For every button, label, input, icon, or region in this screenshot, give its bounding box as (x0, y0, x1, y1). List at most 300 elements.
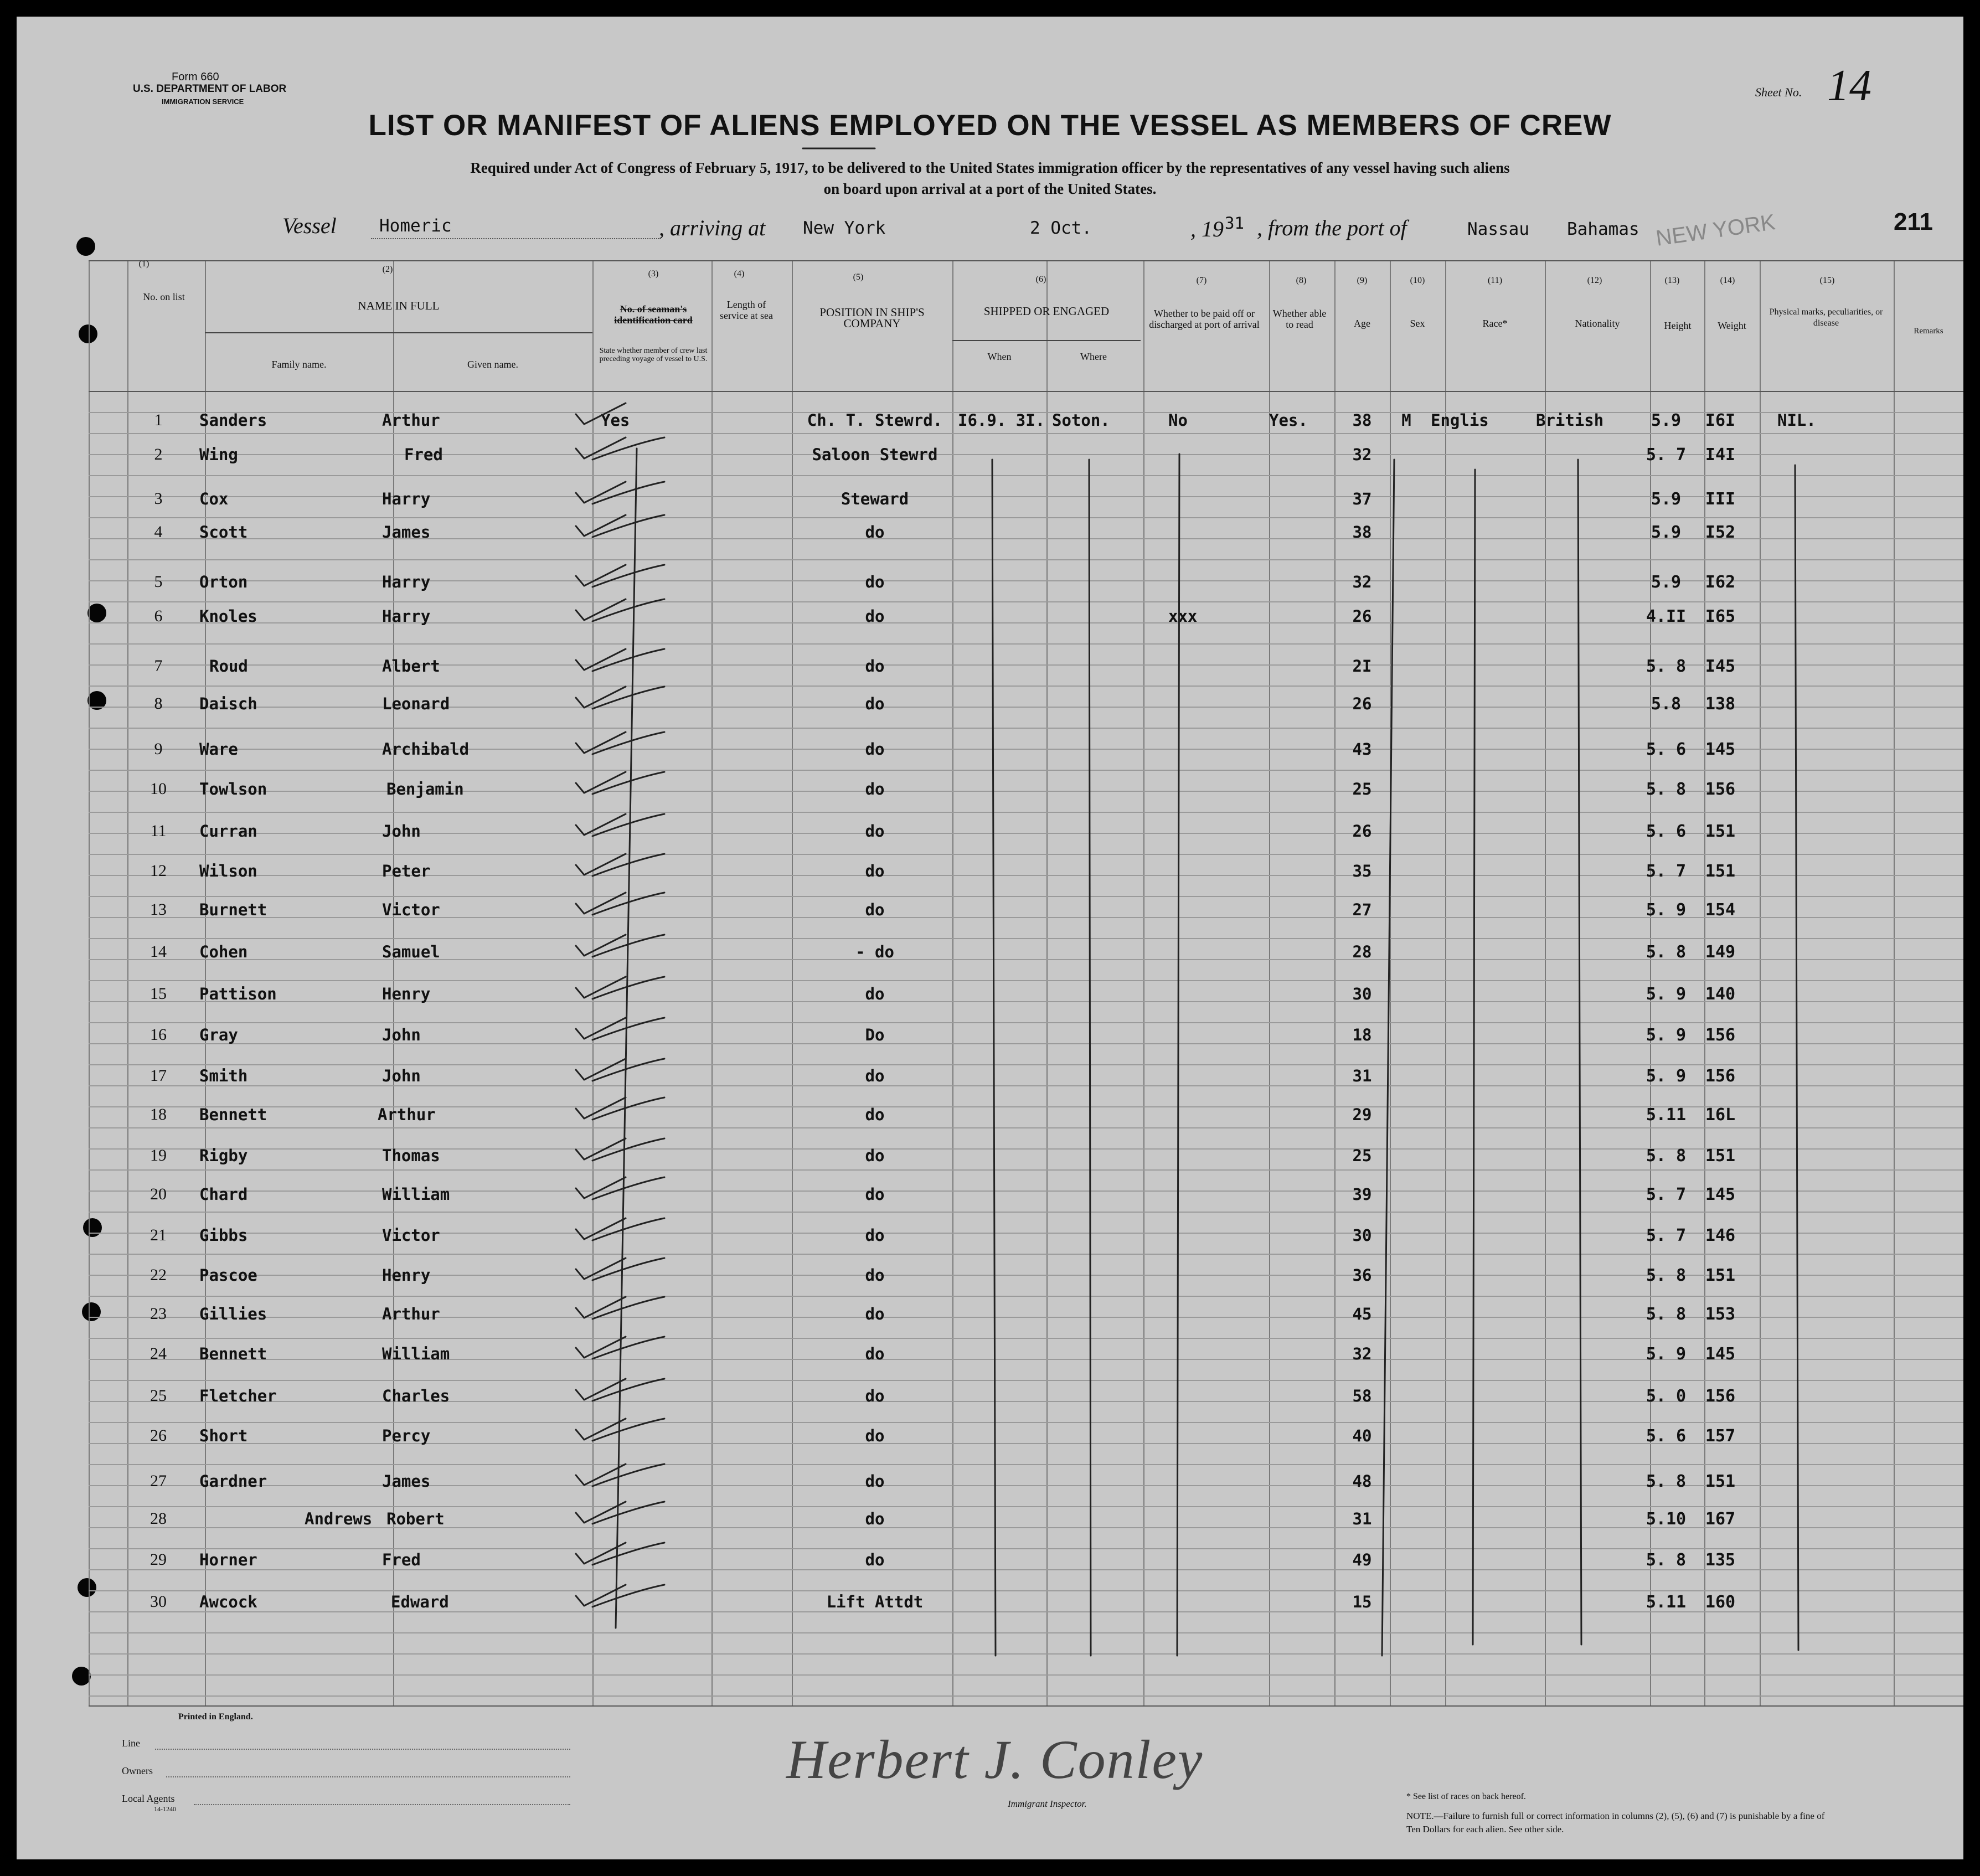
cell-no: 15 (150, 985, 167, 1003)
printed-note: Printed in England. (178, 1712, 253, 1722)
cell-given: Harry (382, 607, 431, 626)
header-paid-off: Whether to be paid off or discharged at port of arrival (1149, 308, 1260, 330)
check-mark (576, 1379, 626, 1400)
ruling-line (89, 1506, 1963, 1507)
ditto-line (1177, 454, 1179, 1656)
cell-age: 30 (1352, 985, 1372, 1003)
cell-height: 5. 8 (1646, 1305, 1687, 1324)
cell-family: Towlson (199, 780, 267, 798)
cell-given: Henry (382, 985, 431, 1003)
cell-family: Andrews (305, 1509, 373, 1528)
fine-note: NOTE.—Failure to furnish full or correct information in columns (2), (5), (6) and (7) is punishable by a fine of Ten Dollars for each alien. See other side. (1406, 1811, 1825, 1834)
name-divider (205, 332, 592, 333)
cell-given: John (382, 822, 421, 841)
cell-family: Pattison (199, 985, 277, 1003)
header-nationality: Nationality (1575, 318, 1620, 329)
cell-weight: 167 (1705, 1509, 1736, 1529)
cell-given: Samuel (382, 942, 440, 961)
grid-hline (89, 1705, 1963, 1707)
cell-given: Fred (382, 1550, 421, 1569)
vessel-label: Vessel (282, 213, 337, 238)
cell-family: Burnett (199, 900, 267, 919)
cell-no: 9 (154, 740, 163, 758)
cell-age: 32 (1352, 1344, 1372, 1363)
cell-no: 25 (150, 1387, 167, 1405)
cell-no: 18 (150, 1105, 167, 1123)
manifest-sheet (17, 17, 1963, 1859)
cell-height: 5. 7 (1646, 445, 1687, 465)
cell-given: John (382, 1025, 421, 1044)
cell-weight: 157 (1705, 1426, 1736, 1446)
cell-family: Gardner (199, 1472, 267, 1491)
cell-height: 5. 9 (1646, 1344, 1687, 1364)
check-tick (592, 1059, 664, 1081)
grid-vline (89, 260, 90, 1705)
cell-family: Curran (199, 822, 257, 841)
check-mark (576, 814, 626, 835)
cell-age: 15 (1352, 1592, 1372, 1611)
ditto-line (992, 460, 996, 1656)
check-tick (592, 565, 664, 587)
cell-sex: M (1401, 411, 1411, 430)
cell-weight: I52 (1705, 523, 1736, 542)
cell-family: Horner (199, 1550, 257, 1569)
cell-no: 2 (154, 445, 163, 463)
cell-height: 5. 8 (1646, 1472, 1687, 1491)
cell-family: Awcock (199, 1592, 257, 1611)
column-number: (11) (1487, 276, 1503, 285)
check-tick (592, 1297, 664, 1319)
cell-given: Henry (382, 1266, 431, 1285)
cell-weight: 146 (1705, 1226, 1736, 1245)
cell-position: do (865, 1146, 885, 1165)
grid-vline (1143, 260, 1144, 1705)
ruling-line (89, 643, 1963, 645)
cell-weight: 160 (1705, 1592, 1736, 1612)
punch-hole (78, 1578, 96, 1597)
cell-position: do (865, 1266, 885, 1285)
cell-family: Wing (199, 445, 238, 464)
cell-given: John (382, 1066, 421, 1085)
inspector-signature: Herbert J. Conley (786, 1729, 1204, 1790)
cell-given: William (382, 1344, 450, 1363)
cell-weight: 151 (1705, 862, 1736, 881)
form-number: Form 660 (172, 71, 219, 83)
ruling-line (89, 1212, 1963, 1213)
cell-age: 58 (1352, 1387, 1372, 1405)
cell-given: Thomas (382, 1146, 440, 1165)
cell-height: 5.9 (1651, 489, 1682, 509)
cell-weight: 151 (1705, 1266, 1736, 1285)
check-tick (592, 1585, 664, 1607)
punch-hole (76, 237, 95, 256)
cell-position: do (865, 1344, 885, 1363)
line-field (155, 1749, 570, 1750)
punch-hole (83, 1218, 102, 1237)
cell-family: Short (199, 1426, 248, 1445)
cell-family: Gibbs (199, 1226, 248, 1245)
cell-age: 26 (1352, 694, 1372, 713)
cell-read: Yes. (1269, 411, 1308, 430)
cell-no: 1 (154, 411, 163, 429)
header-height: Height (1664, 320, 1692, 331)
cell-no: 7 (154, 657, 163, 675)
cell-position: do (865, 822, 885, 841)
check-mark (576, 1218, 626, 1239)
grid-vline (1760, 260, 1761, 1705)
cell-family: Smith (199, 1066, 248, 1085)
cell-weight: 16L (1705, 1105, 1736, 1125)
check-mark (576, 1097, 626, 1119)
cell-height: 5. 7 (1646, 1185, 1687, 1204)
cell-given: Percy (382, 1426, 431, 1445)
column-number: (9) (1357, 276, 1368, 285)
cell-weight: 151 (1705, 1472, 1736, 1491)
cell-age: 25 (1352, 1146, 1372, 1165)
ditto-line (1089, 460, 1091, 1656)
cell-age: 38 (1352, 411, 1372, 430)
column-number: (7) (1196, 276, 1207, 285)
header-id-card-note: State whether member of crew last preceding voyage of vessel to U.S. (599, 347, 708, 363)
check-tick (592, 1337, 664, 1359)
ruling-line (89, 1548, 1963, 1549)
check-tick (592, 1543, 664, 1565)
grid-vline (1545, 260, 1546, 1705)
cell-no: 23 (150, 1305, 167, 1323)
cell-family: Knoles (199, 607, 257, 626)
check-mark (576, 1464, 626, 1485)
cell-no: 17 (150, 1066, 167, 1085)
cell-no: 12 (150, 862, 167, 880)
check-mark (576, 482, 626, 503)
cell-position: Ch. T. Stewrd. (807, 411, 943, 430)
inspector-label: Immigrant Inspector. (1008, 1798, 1087, 1809)
ditto-line (616, 449, 637, 1628)
cell-height: 5. 7 (1646, 862, 1687, 881)
cell-given: Victor (382, 1226, 440, 1245)
shipped-divider (952, 340, 1141, 341)
cell-weight: 156 (1705, 1025, 1736, 1045)
cell-height: 5. 6 (1646, 740, 1687, 759)
cell-height: 5. 9 (1646, 1025, 1687, 1045)
cell-family: Wilson (199, 862, 257, 880)
cell-given: Arthur (382, 411, 440, 430)
check-tick (592, 1218, 664, 1240)
cell-height: 5. 6 (1646, 822, 1687, 841)
punch-hole (72, 1667, 91, 1686)
cell-age: 49 (1352, 1550, 1372, 1569)
check-tick (592, 1258, 664, 1280)
header-physical: Physical marks, peculiarities, or disease (1769, 307, 1883, 328)
column-number: (2) (382, 265, 393, 274)
agents-field (194, 1804, 570, 1805)
cell-age: 27 (1352, 900, 1372, 919)
cell-weight: 145 (1705, 1344, 1736, 1364)
cell-age: 26 (1352, 822, 1372, 841)
ruling-line (89, 1422, 1963, 1423)
cell-given: Edward (391, 1592, 449, 1611)
check-mark (576, 1018, 626, 1039)
from-port: Nassau (1467, 219, 1529, 239)
check-mark (576, 732, 626, 753)
cell-given: James (382, 1472, 431, 1491)
cell-position: do (865, 1387, 885, 1405)
races-note: * See list of races on back hereof. (1406, 1792, 1526, 1801)
cell-weight: 145 (1705, 740, 1736, 759)
cell-when: I6.9. 3I. (958, 411, 1045, 430)
cell-weight: 140 (1705, 985, 1736, 1004)
cell-given: Arthur (378, 1105, 436, 1124)
cell-age: 32 (1352, 573, 1372, 591)
check-tick (592, 437, 664, 460)
arriving-port: New York (803, 218, 886, 238)
cell-weight: I65 (1705, 607, 1736, 626)
cell-weight: 138 (1705, 694, 1736, 714)
ruling-line (89, 1590, 1963, 1591)
ruling-line (89, 728, 1963, 729)
cell-age: 40 (1352, 1426, 1372, 1445)
check-mark (576, 1297, 626, 1318)
cell-height: 5. 8 (1646, 942, 1687, 962)
cell-family: Ware (199, 740, 238, 759)
cell-position: do (865, 607, 885, 626)
cell-weight: 149 (1705, 942, 1736, 962)
grid-vline (792, 260, 793, 1705)
ruling-line (89, 1338, 1963, 1339)
ruling-line (89, 686, 1963, 687)
cell-position: do (865, 900, 885, 919)
header-no-on-list: No. on list (143, 291, 185, 302)
cell-height: 5. 9 (1646, 1066, 1687, 1086)
cell-weight: 156 (1705, 1387, 1736, 1406)
check-tick (592, 1177, 664, 1199)
cell-family: Scott (199, 523, 248, 542)
check-mark (576, 1258, 626, 1279)
from-country: Bahamas (1567, 219, 1639, 239)
cell-height: 5.9 (1651, 411, 1682, 430)
grid-vline (592, 260, 594, 1705)
ruling-line (89, 1022, 1963, 1023)
page-stamp: 211 (1894, 208, 1933, 235)
new-york-stamp: NEW YORK (1654, 210, 1777, 251)
check-mark (576, 687, 626, 708)
punch-hole (87, 604, 106, 622)
check-tick (592, 1097, 664, 1120)
cell-given: Peter (382, 862, 431, 880)
sheet-label: Sheet No. (1755, 85, 1802, 99)
cell-no: 20 (150, 1185, 167, 1203)
cell-age: 48 (1352, 1472, 1372, 1491)
cell-position: do (865, 740, 885, 759)
cell-weight: 135 (1705, 1550, 1736, 1570)
cell-position: Do (865, 1025, 885, 1044)
check-mark (576, 565, 626, 586)
column-number: (6) (1035, 275, 1046, 284)
cell-height: 5. 7 (1646, 1226, 1687, 1245)
cell-position: - do (855, 942, 894, 961)
grid-vline (1046, 260, 1048, 1705)
cell-weight: 151 (1705, 822, 1736, 841)
check-tick (592, 515, 664, 537)
cell-weight: 154 (1705, 900, 1736, 920)
header-weight: Weight (1718, 320, 1746, 331)
ruling-line (89, 1064, 1963, 1065)
cell-height: 5.10 (1646, 1509, 1687, 1529)
cell-height: 5. 8 (1646, 1266, 1687, 1285)
cell-no: 29 (150, 1550, 167, 1569)
cell-family: Gillies (199, 1305, 267, 1323)
check-mark (576, 1177, 626, 1198)
cell-prev: Yes (601, 411, 630, 430)
cell-age: 31 (1352, 1509, 1372, 1528)
cell-family: Roud (209, 657, 248, 676)
header-position: POSITION IN SHIP'S COMPANY (819, 306, 925, 330)
cell-position: do (865, 1105, 885, 1124)
ruling-line (89, 1380, 1963, 1381)
cell-height: 5. 8 (1646, 657, 1687, 676)
check-tick (592, 687, 664, 709)
cell-family: Bennett (199, 1105, 267, 1124)
cell-no: 21 (150, 1226, 167, 1244)
cell-position: do (865, 1305, 885, 1323)
cell-no: 28 (150, 1509, 167, 1528)
column-number: (13) (1664, 276, 1680, 285)
cell-position: do (865, 1066, 885, 1085)
ruling-line (89, 1653, 1963, 1655)
cell-where: Soton. (1052, 411, 1110, 430)
cell-position: do (865, 780, 885, 798)
cell-height: 5. 8 (1646, 1550, 1687, 1570)
cell-family: Pascoe (199, 1266, 257, 1285)
cell-paid: xxx (1168, 607, 1198, 626)
cell-family: Gray (199, 1025, 238, 1044)
cell-given: Harry (382, 573, 431, 591)
year-suffix: 31 (1225, 214, 1244, 233)
header-family-name: Family name. (271, 359, 327, 370)
check-tick (592, 1502, 664, 1524)
check-tick (592, 732, 664, 754)
ruling-line (89, 559, 1963, 560)
header-where: Where (1080, 351, 1107, 362)
cell-no: 26 (150, 1426, 167, 1445)
owners-label: Owners (122, 1765, 153, 1776)
cell-given: Albert (382, 657, 440, 676)
cell-given: Leonard (382, 694, 450, 713)
cell-given: Archibald (382, 740, 470, 759)
ruling-line (89, 1674, 1963, 1676)
cell-age: 18 (1352, 1025, 1372, 1044)
check-mark (576, 772, 626, 793)
cell-weight: I45 (1705, 657, 1736, 676)
cell-given: James (382, 523, 431, 542)
cell-position: do (865, 1472, 885, 1491)
cell-no: 5 (154, 573, 163, 591)
service-label: IMMIGRATION SERVICE (162, 97, 244, 106)
ditto-line (1795, 465, 1798, 1650)
cell-physical: NIL. (1777, 411, 1816, 430)
punch-hole (82, 1302, 101, 1321)
agents-code: 14-1240 (154, 1805, 176, 1813)
cell-no: 3 (154, 489, 163, 508)
ruling-line (89, 938, 1963, 939)
vessel-name: Homeric (379, 216, 452, 236)
grid-vline (711, 260, 713, 1705)
ruling-line (89, 980, 1963, 981)
page-title: LIST OR MANIFEST OF ALIENS EMPLOYED ON THE VESSEL AS MEMBERS OF CREW (368, 109, 1612, 142)
grid-vline (1269, 260, 1270, 1705)
cell-position: do (865, 1550, 885, 1569)
cell-position: Saloon Stewrd (812, 445, 938, 464)
column-number: (3) (648, 269, 659, 279)
owners-field (166, 1776, 570, 1777)
ruling-line (89, 433, 1963, 434)
cell-given: Harry (382, 489, 431, 508)
cell-family: Orton (199, 573, 248, 591)
cell-height: 5.11 (1646, 1105, 1687, 1125)
header-sex: Sex (1410, 318, 1425, 329)
cell-family: Fletcher (199, 1387, 277, 1405)
cell-no: 6 (154, 607, 163, 625)
agents-label: Local Agents (122, 1793, 175, 1804)
grid-vline (1894, 260, 1895, 1705)
cell-weight: I4I (1705, 445, 1736, 465)
cell-family: Rigby (199, 1146, 248, 1165)
cell-position: Steward (841, 489, 909, 508)
punch-hole (79, 324, 97, 343)
cell-height: 5. 9 (1646, 900, 1687, 920)
from-label: , from the port of (1257, 215, 1407, 240)
cell-family: Daisch (199, 694, 257, 713)
cell-no: 4 (154, 523, 163, 541)
cell-no: 16 (150, 1025, 167, 1044)
column-number: (14) (1720, 276, 1735, 285)
ruling-line (89, 1695, 1963, 1697)
cell-weight: 151 (1705, 1146, 1736, 1166)
cell-age: 36 (1352, 1266, 1372, 1285)
cell-age: 31 (1352, 1066, 1372, 1085)
ruling-line (89, 601, 1963, 602)
cell-family: Cohen (199, 942, 248, 961)
cell-no: 14 (150, 942, 167, 961)
cell-weight: 153 (1705, 1305, 1736, 1324)
column-number: (10) (1410, 276, 1425, 285)
header-given-name: Given name. (467, 359, 518, 370)
cell-family: Chard (199, 1185, 248, 1204)
ruling-line (89, 770, 1963, 771)
cell-no: 27 (150, 1472, 167, 1490)
cell-weight: 156 (1705, 1066, 1736, 1086)
header-able-read: Whether able to read (1272, 308, 1327, 330)
cell-position: do (865, 1226, 885, 1245)
ruling-line (89, 1254, 1963, 1255)
column-number: (8) (1296, 276, 1307, 285)
cell-position: do (865, 1426, 885, 1445)
cell-weight: I6I (1705, 411, 1736, 430)
cell-age: 37 (1352, 489, 1372, 508)
cell-no: 11 (150, 822, 167, 840)
cell-position: do (865, 1509, 885, 1528)
cell-age: 45 (1352, 1305, 1372, 1323)
check-mark (576, 1585, 626, 1606)
cell-age: 32 (1352, 445, 1372, 464)
check-tick (592, 1018, 664, 1040)
cell-weight: 145 (1705, 1185, 1736, 1204)
check-mark (576, 437, 626, 458)
cell-position: do (865, 985, 885, 1003)
cell-age: 38 (1352, 523, 1372, 542)
sheet-number: 14 (1827, 61, 1871, 110)
cell-no: 22 (150, 1266, 167, 1284)
